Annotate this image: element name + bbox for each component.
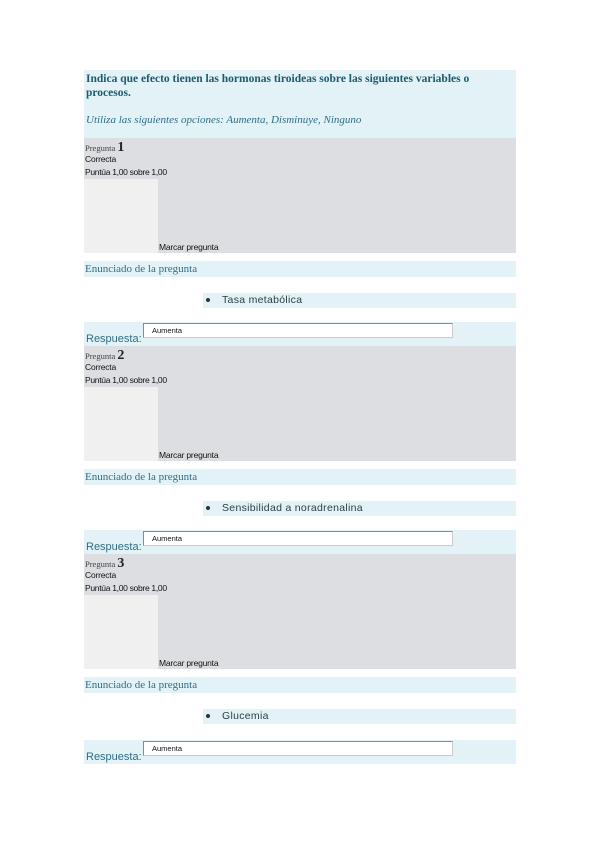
quiz-page [84, 70, 516, 764]
question-info [84, 346, 516, 461]
question-info [84, 138, 516, 253]
answer-label: Respuesta: [86, 333, 142, 345]
instructions-box [84, 70, 516, 138]
flag-question-link[interactable]: Marcar pregunta [159, 242, 219, 252]
question-item-text: Tasa metabólica [222, 294, 303, 306]
question-grade: Puntúa 1,00 sobre 1,00 [85, 167, 167, 177]
bullet-icon [206, 714, 210, 718]
instructions-title: Indica que efecto tienen las hormonas tiroideas sobre las siguientes variables o procesos. [86, 73, 470, 99]
question-state: Correcta [85, 154, 116, 164]
bullet-icon [206, 298, 210, 302]
flag-icon[interactable] [84, 595, 158, 669]
question-info [84, 554, 516, 669]
answer-label: Respuesta: [86, 751, 142, 763]
question-number-value: 3 [117, 556, 125, 571]
question-grade: Puntúa 1,00 sobre 1,00 [85, 583, 167, 593]
bullet-icon [206, 506, 210, 510]
answer-field[interactable]: Aumenta [143, 741, 453, 756]
question-item-text: Glucemia [222, 710, 269, 722]
answer-label: Respuesta: [86, 541, 142, 553]
question-prefix: Pregunta [85, 351, 116, 361]
question-number-value: 1 [117, 140, 125, 155]
flag-icon[interactable] [84, 179, 158, 253]
flag-icon[interactable] [84, 387, 158, 461]
question-prefix: Pregunta [85, 559, 116, 569]
answer-row [84, 740, 516, 764]
question-state: Correcta [85, 570, 116, 580]
question-state: Correcta [85, 362, 116, 372]
flag-question-link[interactable]: Marcar pregunta [159, 658, 219, 668]
question-item [203, 709, 516, 724]
question-stem: Enunciado de la pregunta [84, 261, 516, 277]
answer-row [84, 322, 516, 346]
question-stem: Enunciado de la pregunta [84, 469, 516, 485]
question-prefix: Pregunta [85, 143, 116, 153]
question-item [203, 293, 516, 308]
answer-field[interactable]: Aumenta [143, 323, 453, 338]
instructions-hint: Utiliza las siguientes opciones: Aumenta, Disminuye, Ninguno [86, 114, 362, 126]
question-grade: Puntúa 1,00 sobre 1,00 [85, 375, 167, 385]
flag-question-link[interactable]: Marcar pregunta [159, 450, 219, 460]
question-stem: Enunciado de la pregunta [84, 677, 516, 693]
answer-field[interactable]: Aumenta [143, 531, 453, 546]
question-item [203, 501, 516, 516]
question-item-text: Sensibilidad a noradrenalina [222, 502, 363, 514]
answer-row [84, 530, 516, 554]
question-number-value: 2 [117, 348, 125, 363]
